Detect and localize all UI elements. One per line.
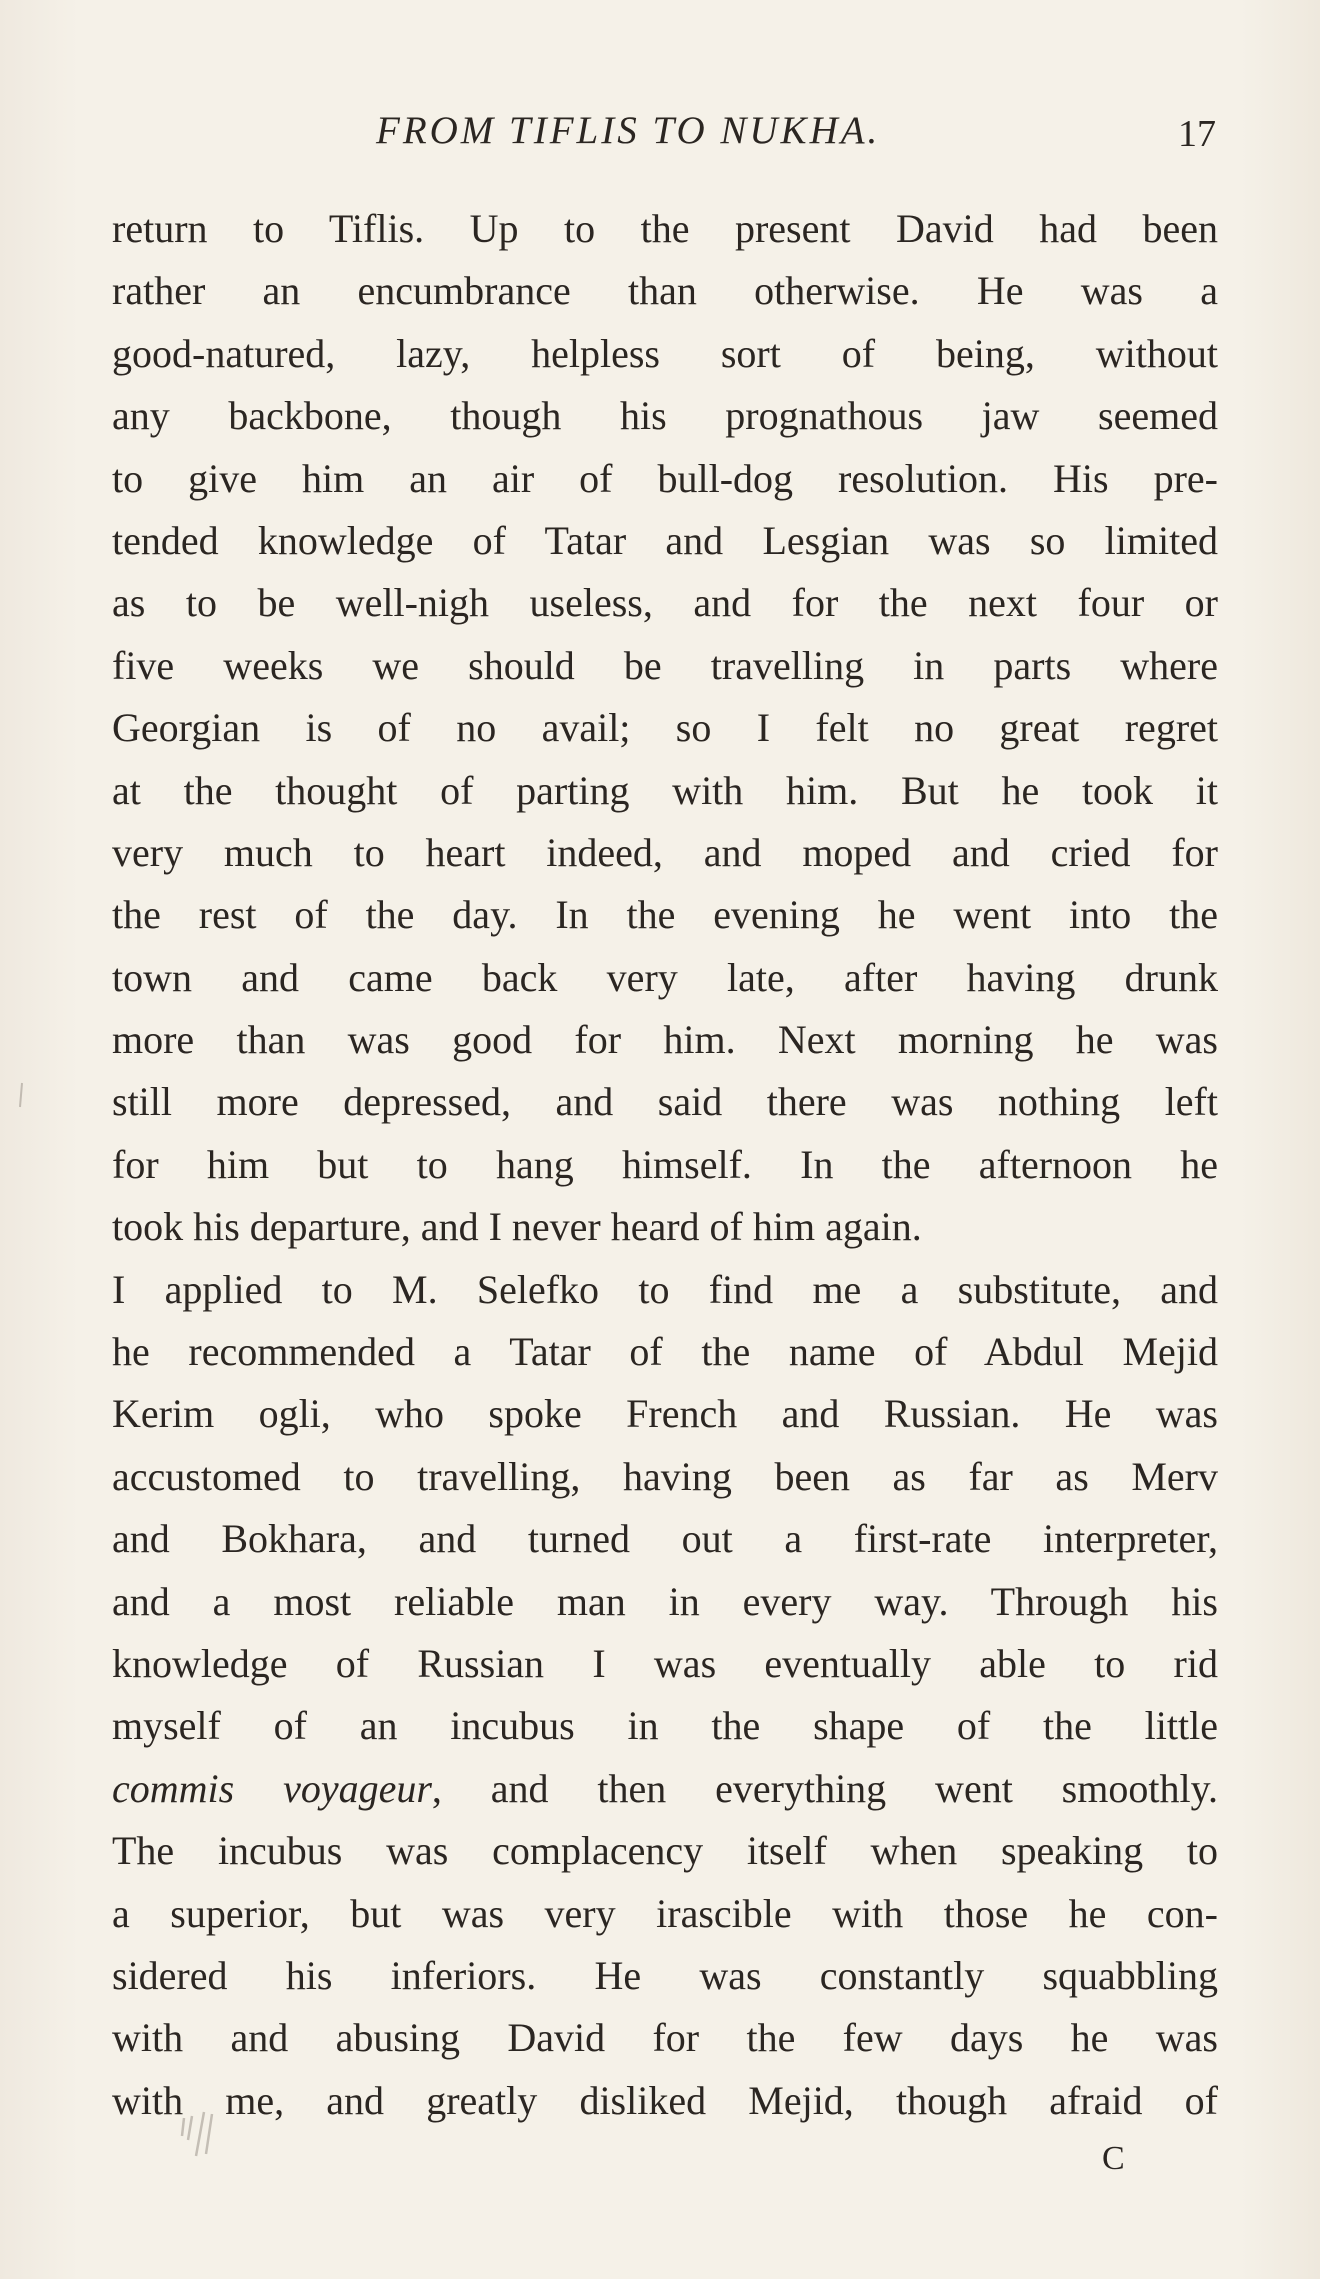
text-line: knowledge of Russian I was eventually able to rid [112,1640,1218,1686]
text-line: more than was good for him. Next morning he was [112,1017,1218,1063]
text-line: Georgian is of no avail; so I felt no great regret [112,705,1218,751]
line-remainder: , and then everything went smoothly. [431,1765,1218,1811]
text-line: he recommended a Tatar of the name of Abdul Mejid [112,1329,1218,1375]
body-text [112,198,1218,2132]
text-line: still more depressed, and said there was nothing left [112,1079,1218,1125]
paragraph-start-line: I applied to M. Selefko to find me a substitute, and [112,1266,1218,1312]
text-line: town and came back very late, after having drunk [112,954,1218,1000]
text-line: Kerim ogli, who spoke French and Russian. He was [112,1391,1218,1437]
signature-mark: C [1102,2140,1125,2177]
page-number: 17 [1178,113,1216,155]
running-head: FROM TIFLIS TO NUKHA. [376,109,881,152]
paragraph-end-line: took his departure, and I never heard of him again. [112,1204,922,1250]
text-line: with and abusing David for the few days he was [112,2015,1218,2061]
text-line: with me, and greatly disliked Mejid, though afraid of [112,2077,1218,2123]
text-line: rather an encumbrance than otherwise. He was a [112,268,1218,314]
text-line: good-natured, lazy, helpless sort of being, without [112,330,1218,376]
text-line: for him but to hang himself. In the afternoon he [112,1141,1218,1187]
text-line: sidered his inferiors. He was constantly squabbling [112,1952,1218,1998]
text-line: as to be well-nigh useless, and for the next four or [112,580,1218,626]
text-line: accustomed to travelling, having been as far as Merv [112,1453,1218,1499]
text-line: at the thought of parting with him. But he took it [112,767,1218,813]
text-line: five weeks we should be travelling in parts where [112,642,1218,688]
page-header [0,108,1320,168]
text-line: very much to heart indeed, and moped and cried for [112,829,1218,875]
text-line: the rest of the day. In the evening he went into the [112,892,1218,938]
text-line: return to Tiflis. Up to the present David had been [112,206,1218,251]
text-line: myself of an incubus in the shape of the little [112,1703,1218,1749]
italic-phrase: commis voyageur [112,1765,432,1811]
text-line: The incubus was complacency itself when speaking to [112,1828,1218,1874]
text-line: and Bokhara, and turned out a first-rate interpreter, [112,1516,1218,1562]
text-line-with-italic [112,1758,1218,1820]
ink-mark-icon [178,2110,222,2160]
text-line: any backbone, though his prognathous jaw seemed [112,393,1218,439]
text-line: to give him an air of bull-dog resolution. His pre- [112,455,1218,501]
text-line: tended knowledge of Tatar and Lesgian was so limited [112,517,1218,563]
margin-mark-icon [18,1082,24,1108]
text-line: and a most reliable man in every way. Through his [112,1578,1218,1624]
text-line: a superior, but was very irascible with those he con- [112,1890,1218,1936]
